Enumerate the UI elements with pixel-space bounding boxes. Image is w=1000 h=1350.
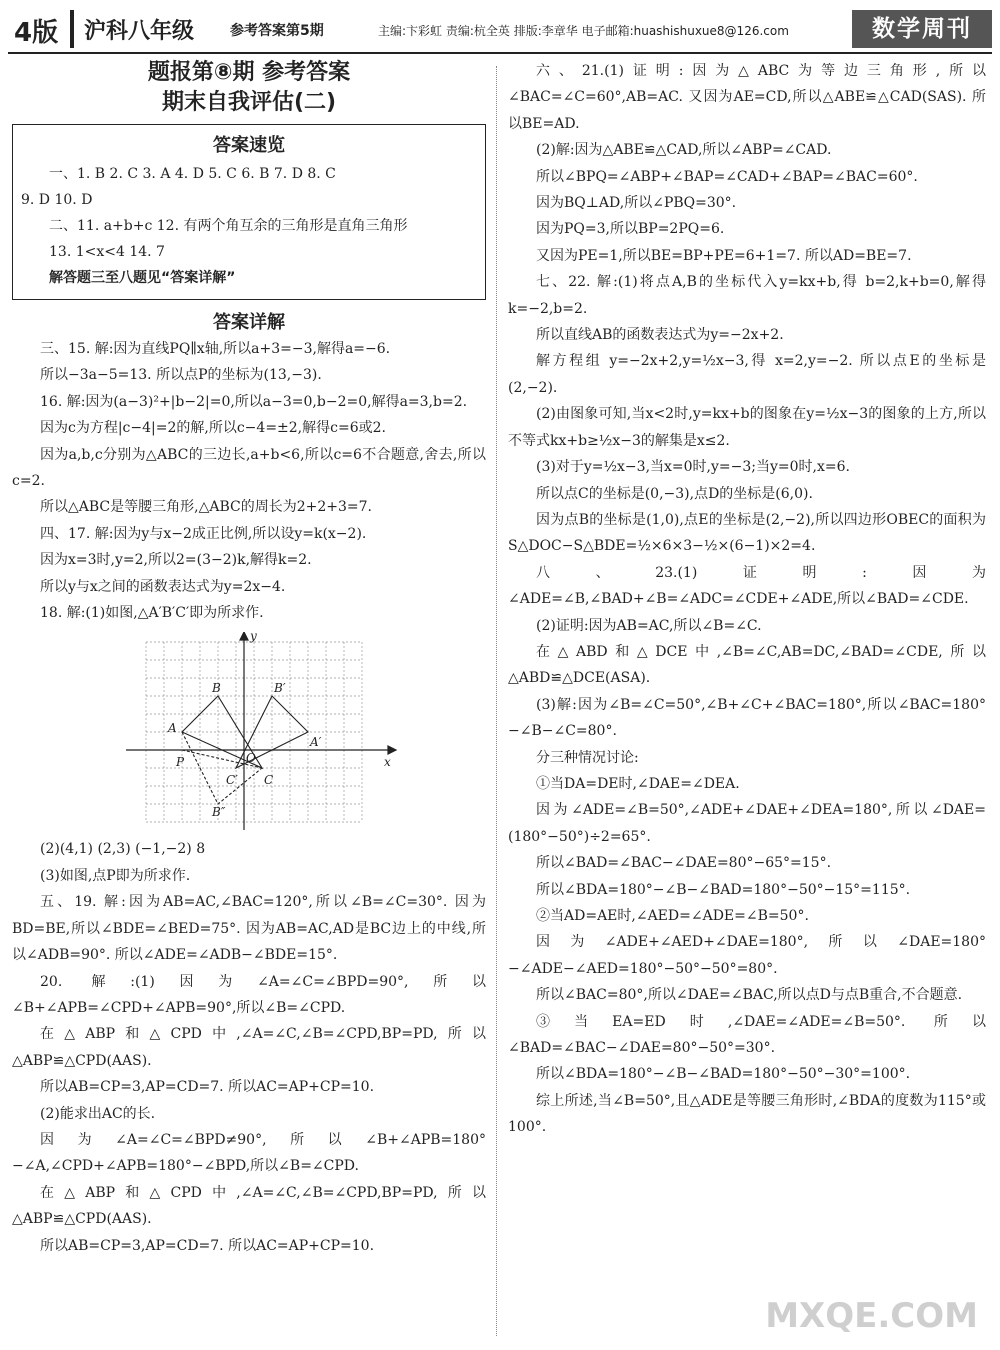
- answer-paragraph: 四、17. 解:因为y与x−2成正比例,所以设y=k(x−2).: [40, 525, 367, 542]
- figure-label: P: [176, 755, 185, 770]
- staff-credits: 主编:卞彩虹 责编:杭全英 排版:李章华 电子邮箱:huashishuxue8@126.com: [378, 24, 789, 38]
- figure-label: C′: [226, 773, 238, 788]
- column-divider: [496, 66, 498, 1336]
- answer-paragraph: 五、19. 解:因为AB=AC,∠BAC=120°,所以∠B=∠C=30°. 因为BD=BE,所以∠BDE=∠BED=75°. 因为AB=AC,AD是BC边上的中线,所以∠ADB=90°. 所以∠ADE=∠ADB−∠BDE=15°.: [12, 894, 486, 964]
- figure-label: B: [212, 681, 221, 696]
- page-title: 题报第⑧期 参考答案: [147, 60, 351, 85]
- header-rule: [8, 52, 992, 54]
- brand-logo: 数学周刊: [852, 10, 992, 48]
- grade-label: 沪科八年级: [84, 19, 195, 44]
- answer-paragraph: 又因为PE=1,所以BE=BP+PE=6+1=7. 所以AD=BE=7.: [536, 247, 912, 264]
- answer-paragraph: 所以−3a−5=13. 所以点P的坐标为(13,−3).: [40, 367, 322, 384]
- answer-paragraph: (3)对于y=½x−3,当x=0时,y=−3;当y=0时,x=6.: [536, 459, 850, 476]
- page-header: [8, 8, 992, 52]
- answer-paragraph: 所以△ABC是等腰三角形,△ABC的周长为2+2+3=7.: [40, 499, 372, 516]
- answer-paragraph: 所以∠BDA=180°−∠B−∠BAD=180°−50°−30°=100°.: [536, 1066, 911, 1083]
- answer-paragraph: 所以∠BPQ=∠ABP+∠BAP=∠CAD+∠BAP=∠BAC=60°.: [536, 168, 918, 185]
- answer-paragraph: 16. 解:因为(a−3)²+|b−2|=0,所以a−3=0,b−2=0,解得a=3,b=2.: [40, 393, 468, 410]
- answer-paragraph: 因为∠ADE+∠AED+∠DAE=180°,所以∠DAE=180°−∠ADE−∠AED=180°−50°−50°=80°.: [508, 934, 986, 977]
- answer-paragraph: 因为PQ=3,所以BP=2PQ=6.: [536, 221, 725, 238]
- answer-paragraph: ②当AD=AE时,∠AED=∠ADE=∠B=50°.: [536, 908, 809, 924]
- answer-paragraph: 所以直线AB的函数表达式为y=−2x+2.: [536, 327, 784, 344]
- answer-paragraph: (2)证明:因为AB=AC,所以∠B=∠C.: [536, 617, 762, 634]
- answer-paragraph: (3)如图,点P即为所求作.: [40, 867, 191, 884]
- answer-paragraph: (2)能求出AC的长.: [40, 1105, 156, 1122]
- figure-label: B″: [212, 805, 226, 820]
- answer-paragraph: 七、22. 解:(1)将点A,B的坐标代入y=kx+b,得 b=2,k+b=0,解得 k=−2,b=2.: [508, 274, 986, 317]
- figure-label: O: [246, 751, 256, 766]
- figure-label: y: [250, 632, 257, 644]
- answer-paragraph: (2)(4,1) (2,3) (−1,−2) 8: [40, 841, 206, 858]
- answer-paragraph: 因为c为方程|c−4|=2的解,所以c−4=±2,解得c=6或2.: [40, 420, 386, 437]
- quick-line: 解答题三至八题见“答案详解”: [49, 270, 236, 286]
- right-column: [508, 58, 986, 1141]
- answer-paragraph: 所以点C的坐标是(0,−3),点D的坐标是(6,0).: [536, 485, 813, 502]
- detail-title: 答案详解: [213, 312, 285, 333]
- answer-paragraph: 所以y与x之间的函数表达式为y=2x−4.: [40, 578, 286, 595]
- answer-paragraph: 综上所述,当∠B=50°,且△ADE是等腰三角形时,∠BDA的度数为115°或100°.: [508, 1092, 986, 1136]
- answer-paragraph: (3)解:因为∠B=∠C=50°,∠B+∠C+∠BAC=180°,所以∠BAC=180°−∠B−∠C=80°.: [508, 696, 986, 740]
- issue-label: 参考答案第5期: [230, 23, 324, 39]
- answer-paragraph: 三、15. 解:因为直线PQ∥x轴,所以a+3=−3,解得a=−6.: [40, 341, 391, 357]
- edition-label: 4版: [14, 18, 59, 48]
- figure-label: B′: [274, 681, 286, 696]
- figure-label: x: [384, 755, 391, 770]
- answer-paragraph: 在△ABP和△CPD中,∠A=∠C,∠B=∠CPD,BP=PD,所以△ABP≌△CPD(AAS).: [12, 1026, 486, 1069]
- answer-paragraph: 所以∠BAC=80°,所以∠DAE=∠BAC,所以点D与点B重合,不合题意.: [536, 987, 963, 1004]
- answer-paragraph: 所以AB=CP=3,AP=CD=7. 所以AC=AP+CP=10.: [40, 1079, 375, 1096]
- answer-paragraph: 所以AB=CP=3,AP=CD=7. 所以AC=AP+CP=10.: [40, 1237, 375, 1254]
- answer-paragraph: 所以∠BAD=∠BAC−∠DAE=80°−65°=15°.: [536, 855, 832, 872]
- answer-paragraph: (2)解:因为△ABE≌△CAD,所以∠ABP=∠CAD.: [536, 142, 832, 159]
- answer-paragraph: 在△ABP和△CPD中,∠A=∠C,∠B=∠CPD,BP=PD,所以△ABP≌△CPD(AAS).: [12, 1184, 486, 1228]
- answer-paragraph: (2)由图象可知,当x<2时,y=kx+b的图象在y=½x−3的图象的上方,所以不等式kx+b≥½x−3的解集是x≤2.: [508, 406, 986, 449]
- answer-paragraph: 18. 解:(1)如图,△A′B′C′即为所求作.: [40, 605, 264, 622]
- coordinate-grid-figure: [126, 632, 406, 832]
- left-column: [12, 58, 486, 1259]
- answer-paragraph: 因为x=3时,y=2,所以2=(3−2)k,解得k=2.: [40, 552, 312, 569]
- answer-paragraph: 分三种情况讨论:: [536, 749, 639, 766]
- quick-line: 9. D 10. D: [21, 192, 93, 208]
- answer-paragraph: ③当EA=ED时,∠DAE=∠ADE=∠B=50°. 所以∠BAD=∠BAC−∠DAE=80°−50°=30°.: [508, 1013, 986, 1057]
- answer-paragraph: 解方程组 y=−2x+2,y=½x−3,得 x=2,y=−2. 所以点E的坐标是(2,−2).: [508, 353, 986, 396]
- answer-paragraph: 因为点B的坐标是(1,0),点E的坐标是(2,−2),所以四边形OBEC的面积为S△DOC−S△BDE=½×6×3−½×(6−1)×2=4.: [508, 511, 986, 555]
- quick-line: 二、11. a+b+c 12. 有两个角互余的三角形是直角三角形: [49, 218, 408, 234]
- answer-paragraph: 八、23.(1)证明:因为∠ADE=∠B,∠BAD+∠B=∠ADC=∠CDE+∠ADE,所以∠BAD=∠CDE.: [508, 564, 986, 608]
- axes: [126, 632, 396, 830]
- quick-answers-box: [12, 124, 486, 300]
- figure-label: A: [168, 721, 177, 736]
- figure-label: C: [264, 773, 274, 788]
- answer-paragraph: 因为∠A=∠C=∠BPD≠90°,所以∠B+∠APB=180°−∠A,∠CPD+∠APB=180°−∠BPD,所以∠B=∠CPD.: [12, 1131, 486, 1175]
- answer-paragraph: 在△ABD和△DCE中,∠B=∠C,AB=DC,∠BAD=∠CDE,所以△ABD≌△DCE(ASA).: [508, 643, 986, 687]
- quick-answers-title: 答案速览: [213, 135, 285, 156]
- quick-line: 一、1. B 2. C 3. A 4. D 5. C 6. B 7. D 8. C: [49, 166, 336, 182]
- answer-paragraph: ①当DA=DE时,∠DAE=∠DEA.: [536, 775, 740, 792]
- header-divider: [70, 10, 74, 48]
- watermark: MXQE.COM: [765, 1296, 978, 1336]
- page-subtitle: 期末自我评估(二): [161, 90, 337, 115]
- answer-paragraph: 因为∠ADE=∠B=50°,∠ADE+∠DAE+∠DEA=180°,所以∠DAE=(180°−50°)÷2=65°.: [508, 802, 986, 845]
- answer-paragraph: 因为a,b,c分别为△ABC的三边长,a+b<6,所以c=6不合题意,舍去,所以c=2.: [12, 446, 486, 490]
- figure-label: A′: [310, 735, 322, 750]
- answer-paragraph: 因为BQ⊥AD,所以∠PBQ=30°.: [536, 195, 737, 212]
- quick-line: 13. 1<x<4 14. 7: [49, 244, 165, 260]
- answer-paragraph: 所以∠BDA=180°−∠B−∠BAD=180°−50°−15°=115°.: [536, 881, 911, 898]
- answer-paragraph: 六、21.(1)证明:因为△ABC为等边三角形,所以∠BAC=∠C=60°,AB=AC. 又因为AE=CD,所以△ABE≌△CAD(SAS). 所以BE=AD.: [508, 63, 986, 132]
- answer-paragraph: 20. 解:(1)因为∠A=∠C=∠BPD=90°,所以∠B+∠APB=∠CPD+∠APB=90°,所以∠B=∠CPD.: [12, 973, 486, 1016]
